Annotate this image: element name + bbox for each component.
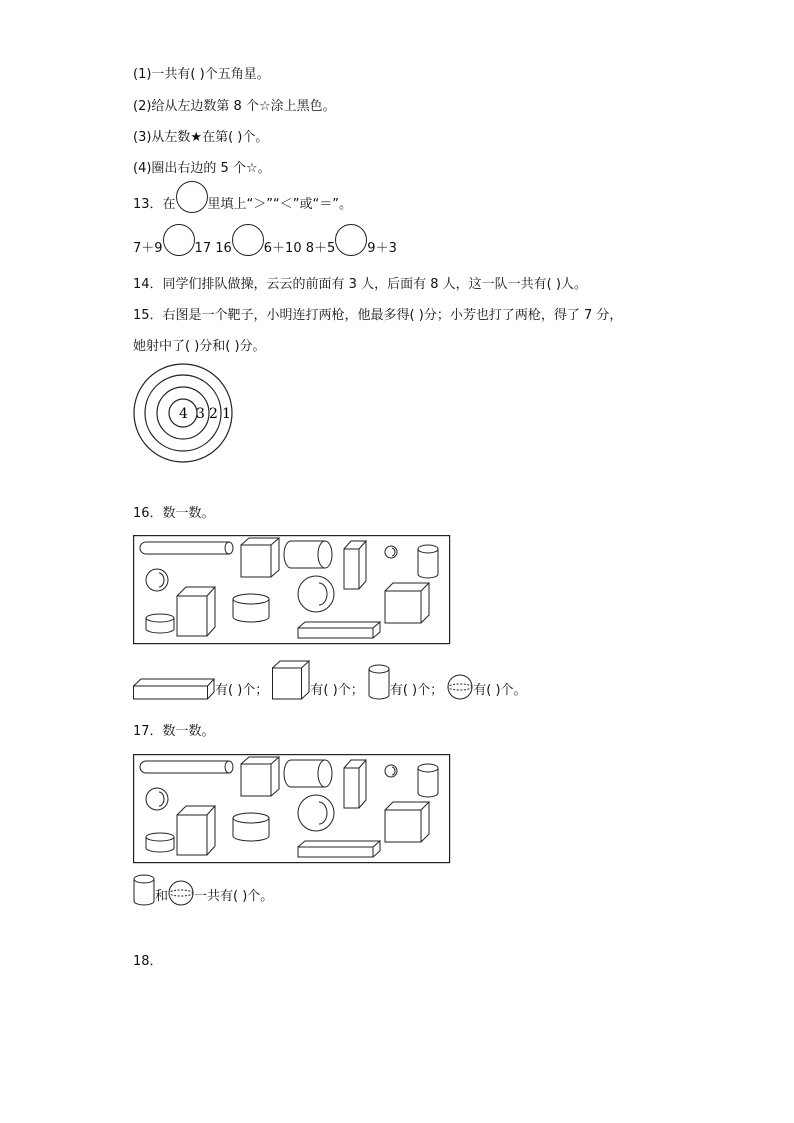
q14-text: 14．同学们排队做操，云云的前面有 3 人，后面有 8 人，这一队一共有( )人。	[133, 277, 587, 292]
q12-item-3: (3)从左数★在第( )个。	[133, 130, 269, 145]
sphere-icon	[447, 674, 473, 700]
q12-item-1: (1)一共有( )个五角星。	[133, 67, 270, 82]
q16-shapes-box	[133, 535, 451, 645]
q16-answer-cuboid: 有( )个；	[215, 683, 269, 698]
q16-title: 16．数一数。	[133, 506, 215, 521]
q16-answer-sphere: 有( )个。	[473, 683, 527, 698]
q12-item-2: (2)给从左边数第 8 个☆涂上黑色。	[133, 99, 336, 114]
target-label-4: 4	[179, 406, 188, 422]
q13-expr1-left: 7＋9	[133, 241, 163, 256]
q13-expr3-right: 9＋3	[367, 241, 397, 256]
cylinder-icon	[368, 664, 390, 700]
q13-expr3-left: 8＋5	[305, 241, 336, 256]
cylinder-icon	[133, 874, 155, 906]
compare-circle-1[interactable]	[163, 224, 195, 256]
target-label-1: 1	[222, 406, 231, 422]
q16-answer-cylinder: 有( )个；	[389, 683, 444, 698]
q18-title: 18．	[133, 954, 163, 969]
q17-answer-row	[133, 874, 273, 910]
q13-expr2-left: 16	[215, 241, 232, 256]
cube-icon	[272, 660, 310, 700]
target-figure	[133, 363, 233, 463]
compare-circle-3[interactable]	[335, 224, 367, 256]
flat-cuboid-icon	[133, 678, 215, 700]
q13-prompt	[133, 196, 352, 214]
q17-shapes-box	[133, 754, 451, 864]
q15-line-1: 15．右图是一个靶子，小明连打两枪，他最多得( )分；小芳也打了两枪，得了 7 分，	[133, 308, 623, 323]
sphere-icon	[168, 880, 194, 906]
q17-answer-and: 和	[155, 889, 169, 904]
q16-answer-cube: 有( )个；	[310, 683, 364, 698]
answer-circle-icon	[176, 181, 208, 213]
q13-expr1-right: 17	[194, 241, 212, 256]
target-label-2: 2	[209, 406, 218, 422]
q13-expr2-right: 6＋10	[263, 241, 302, 256]
q15-line-2: 她射中了( )分和( )分。	[133, 339, 266, 354]
compare-circle-2[interactable]	[232, 224, 264, 256]
q12-item-4: (4)圈出右边的 5 个☆。	[133, 161, 271, 176]
q13-prefix: 13．在	[133, 197, 176, 212]
q17-answer-rest: 一共有( )个。	[194, 889, 274, 904]
q13-comparisons	[133, 240, 397, 258]
q13-suffix: 里填上“＞”“＜”或“＝”。	[207, 197, 352, 212]
q16-answer-row	[133, 660, 527, 702]
q17-title: 17．数一数。	[133, 724, 215, 739]
target-label-3: 3	[196, 406, 205, 422]
